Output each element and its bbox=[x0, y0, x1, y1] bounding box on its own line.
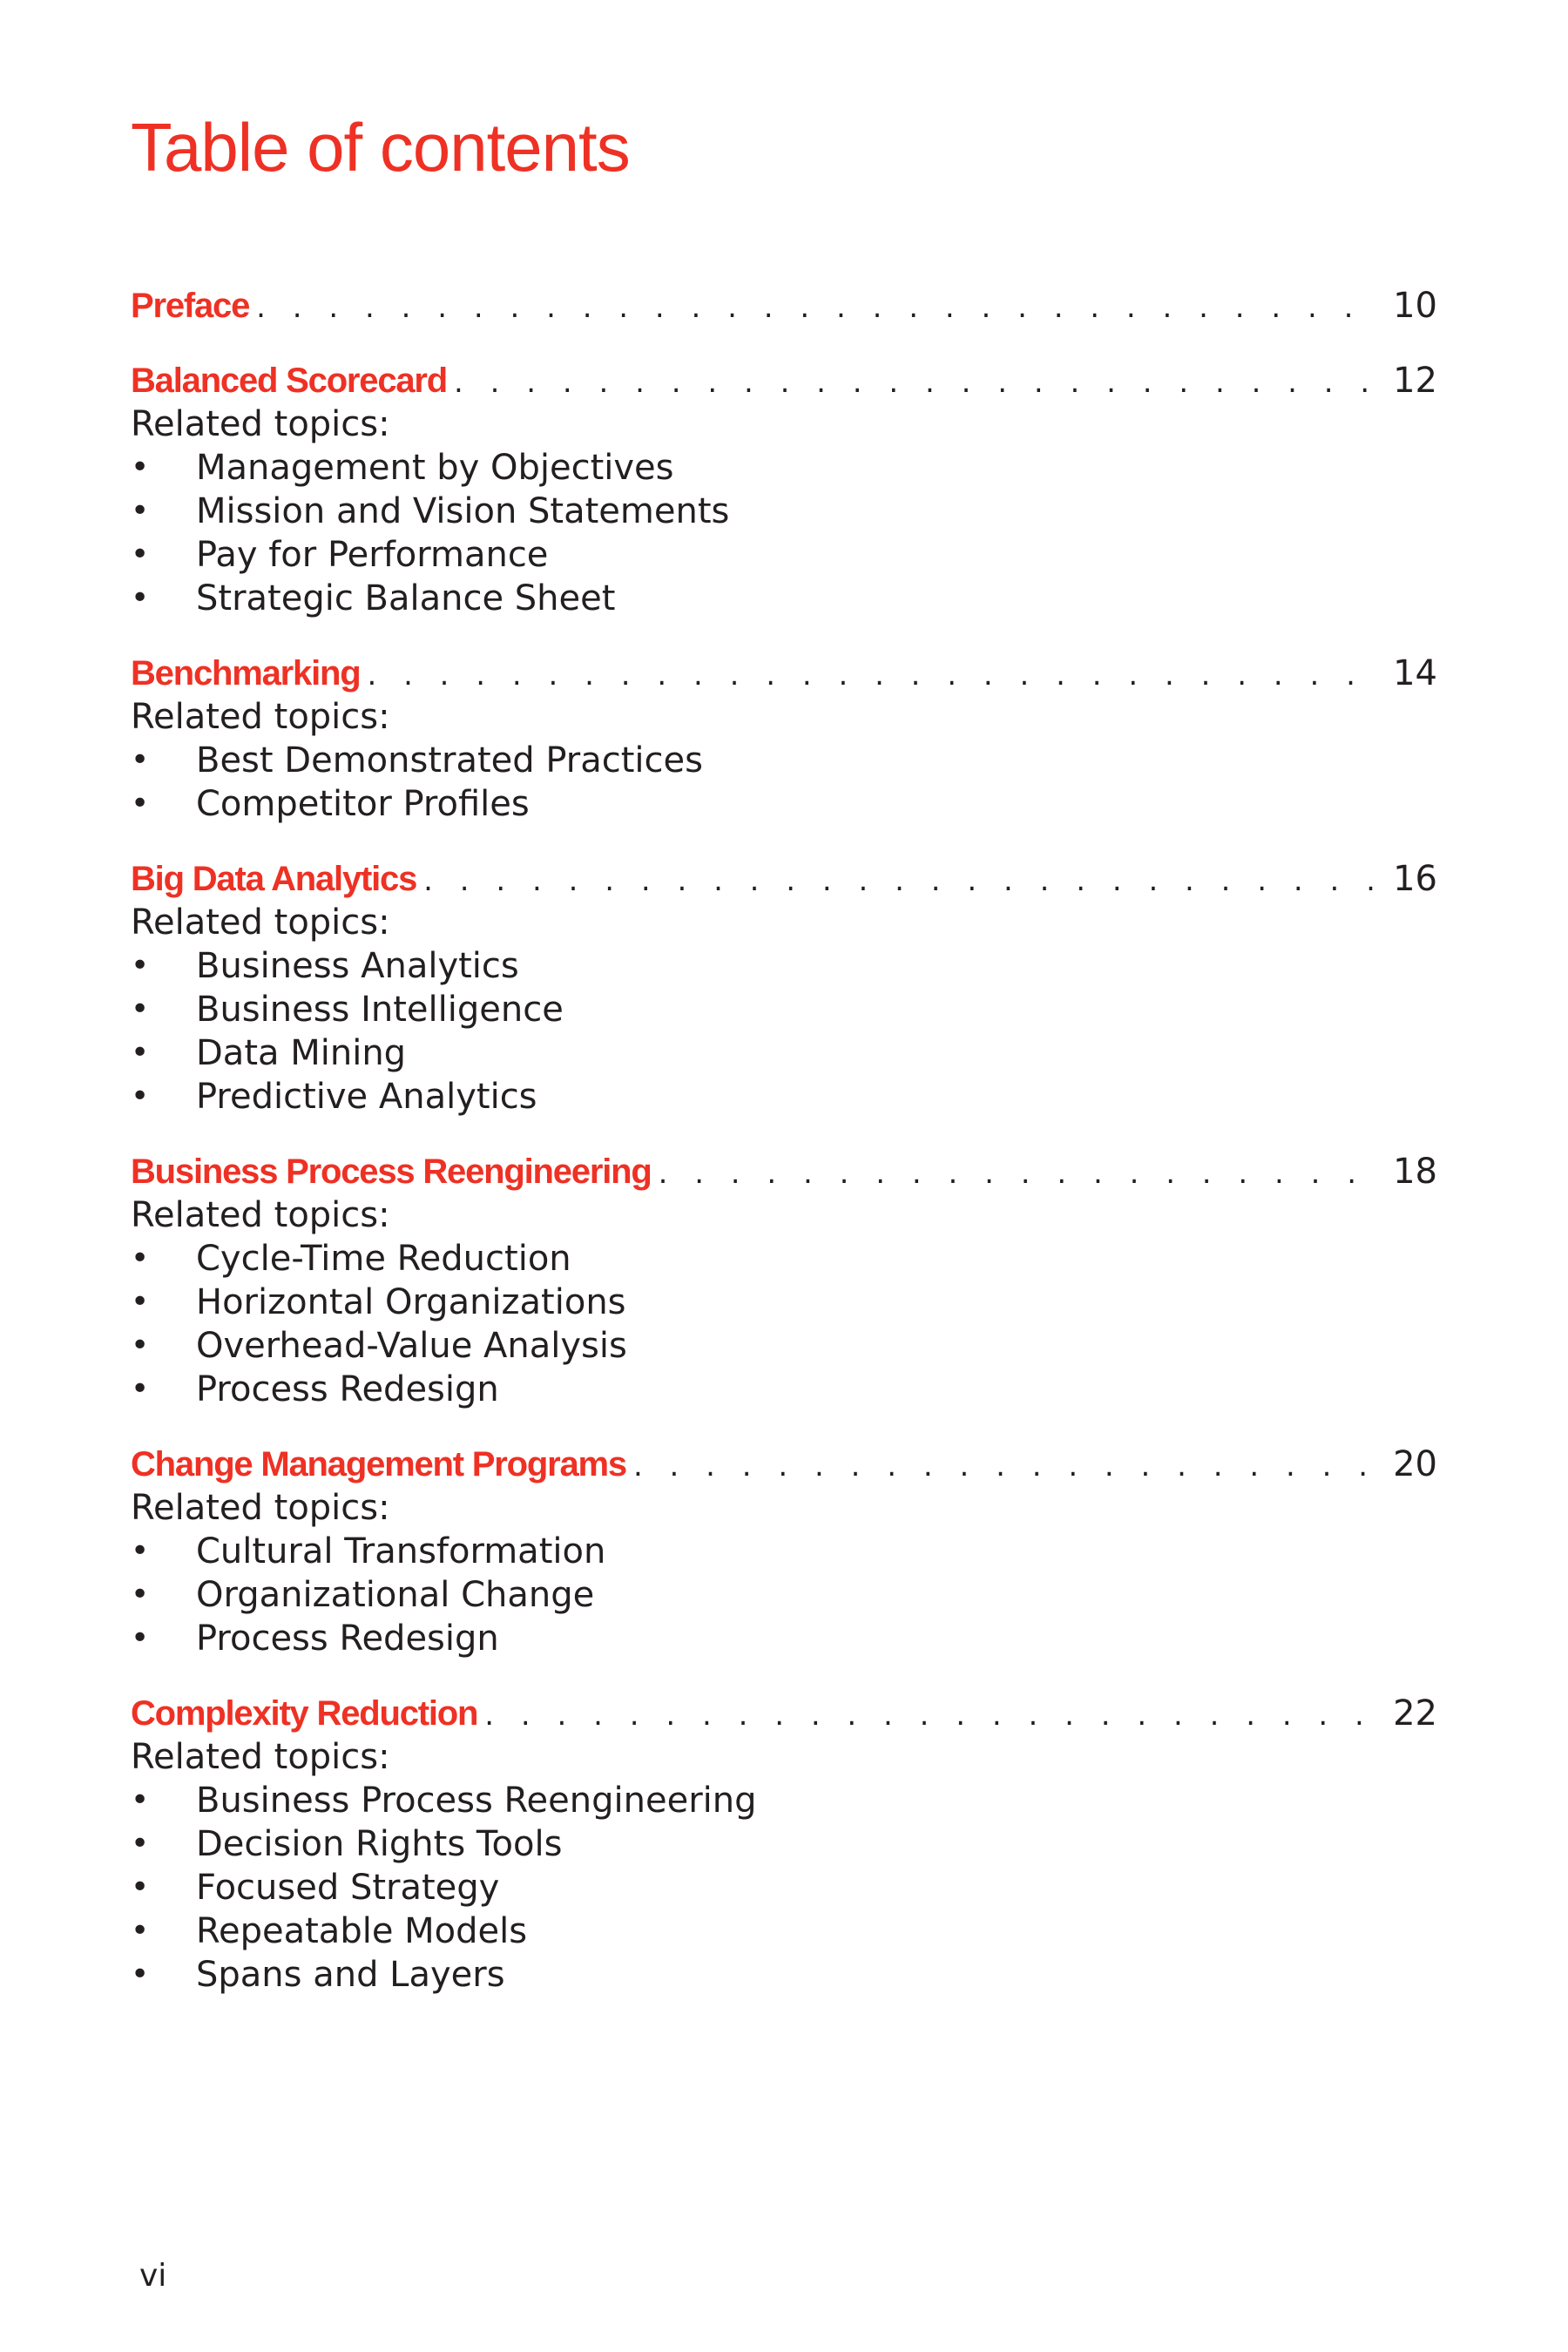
toc-entry-heading[interactable] bbox=[131, 284, 1437, 328]
bullet-icon: • bbox=[131, 1035, 150, 1071]
toc-entry-title[interactable]: Business Process Reengineering bbox=[131, 1152, 652, 1191]
toc-entry-heading[interactable] bbox=[131, 652, 1437, 695]
dot-leader bbox=[447, 361, 1378, 404]
bullet-icon: • bbox=[131, 449, 150, 485]
toc-entry-page-number: 22 bbox=[1393, 1693, 1437, 1734]
bullet-icon: • bbox=[131, 948, 150, 983]
related-topic-item bbox=[131, 1573, 1437, 1617]
toc-entry-page-number: 14 bbox=[1393, 653, 1437, 693]
related-topic-text: Best Demonstrated Practices bbox=[196, 740, 703, 781]
related-topic-text: Focused Strategy bbox=[196, 1868, 500, 1908]
toc-entry-title[interactable]: Big Data Analytics bbox=[131, 860, 417, 898]
related-topic-item bbox=[131, 490, 1437, 533]
related-topic-text: Decision Rights Tools bbox=[196, 1824, 563, 1864]
toc-entry-heading[interactable] bbox=[131, 1692, 1437, 1735]
related-topic-text: Mission and Vision Statements bbox=[196, 491, 730, 531]
related-topics-label: Related topics: bbox=[131, 697, 390, 737]
related-topic-text: Organizational Change bbox=[196, 1575, 595, 1615]
related-topic-item bbox=[131, 739, 1437, 782]
related-topic-text: Process Redesign bbox=[196, 1369, 499, 1409]
toc-entry-heading[interactable] bbox=[131, 1150, 1437, 1193]
related-topic-item bbox=[131, 1368, 1437, 1411]
toc-entry-page-number: 10 bbox=[1393, 286, 1437, 326]
dot-leader bbox=[477, 1693, 1378, 1737]
related-topic-item bbox=[131, 1031, 1437, 1075]
related-topic-text: Data Mining bbox=[196, 1033, 407, 1073]
related-topics-list bbox=[131, 1237, 1437, 1411]
table-of-contents bbox=[131, 284, 1437, 2028]
page-number: vi bbox=[139, 2258, 167, 2294]
bullet-icon: • bbox=[131, 1826, 150, 1862]
toc-entry-page-number: 16 bbox=[1393, 859, 1437, 899]
toc-entry-page-number: 20 bbox=[1393, 1444, 1437, 1484]
related-topic-text: Repeatable Models bbox=[196, 1911, 528, 1951]
dot-leader bbox=[626, 1444, 1378, 1488]
related-topic-item bbox=[131, 988, 1437, 1031]
related-topic-text: Competitor Profiles bbox=[196, 784, 530, 824]
related-topic-item bbox=[131, 782, 1437, 826]
related-topic-item bbox=[131, 1237, 1437, 1281]
dot-leader bbox=[652, 1152, 1378, 1195]
related-topic-item bbox=[131, 1281, 1437, 1324]
bullet-icon: • bbox=[131, 1869, 150, 1905]
related-topic-item bbox=[131, 1779, 1437, 1822]
bullet-icon: • bbox=[131, 1328, 150, 1363]
bullet-icon: • bbox=[131, 1240, 150, 1276]
related-topic-item bbox=[131, 1617, 1437, 1660]
bullet-icon: • bbox=[131, 1284, 150, 1320]
bullet-icon: • bbox=[131, 580, 150, 616]
related-topic-item bbox=[131, 446, 1437, 490]
related-topics-list bbox=[131, 1530, 1437, 1660]
related-topic-text: Predictive Analytics bbox=[196, 1077, 537, 1117]
page-title: Table of contents bbox=[131, 109, 630, 186]
bullet-icon: • bbox=[131, 1371, 150, 1407]
toc-entry-title[interactable]: Complexity Reduction bbox=[131, 1694, 478, 1733]
related-topic-text: Spans and Layers bbox=[196, 1955, 505, 1995]
related-topic-text: Business Analytics bbox=[196, 946, 519, 986]
bullet-icon: • bbox=[131, 1078, 150, 1114]
toc-entry-title[interactable]: Preface bbox=[131, 287, 250, 325]
related-topic-text: Management by Objectives bbox=[196, 448, 674, 488]
bullet-icon: • bbox=[131, 1620, 150, 1656]
toc-entry-title[interactable]: Benchmarking bbox=[131, 654, 361, 693]
related-topic-item bbox=[131, 1909, 1437, 1953]
related-topics-list bbox=[131, 1779, 1437, 1997]
related-topics-label: Related topics: bbox=[131, 1488, 390, 1528]
dot-leader bbox=[416, 859, 1378, 902]
related-topics-label: Related topics: bbox=[131, 902, 390, 943]
related-topic-text: Overhead-Value Analysis bbox=[196, 1326, 627, 1366]
toc-entry-page-number: 12 bbox=[1393, 361, 1437, 401]
related-topic-item bbox=[131, 1822, 1437, 1866]
related-topic-text: Horizontal Organizations bbox=[196, 1282, 626, 1322]
related-topic-text: Strategic Balance Sheet bbox=[196, 578, 616, 618]
toc-entry-title[interactable]: Balanced Scorecard bbox=[131, 362, 448, 400]
toc-entry bbox=[131, 652, 1437, 826]
related-topic-text: Pay for Performance bbox=[196, 535, 549, 575]
toc-entry bbox=[131, 1692, 1437, 1997]
bullet-icon: • bbox=[131, 991, 150, 1027]
bullet-icon: • bbox=[131, 493, 150, 529]
toc-entry-heading[interactable] bbox=[131, 1443, 1437, 1486]
related-topics-list bbox=[131, 944, 1437, 1119]
toc-entry bbox=[131, 1150, 1437, 1411]
toc-entry bbox=[131, 1443, 1437, 1660]
related-topic-item bbox=[131, 1324, 1437, 1368]
related-topic-item bbox=[131, 1866, 1437, 1909]
dot-leader bbox=[360, 653, 1378, 697]
related-topic-text: Process Redesign bbox=[196, 1619, 499, 1659]
toc-entry-page-number: 18 bbox=[1393, 1152, 1437, 1192]
related-topic-item bbox=[131, 533, 1437, 577]
bullet-icon: • bbox=[131, 742, 150, 778]
related-topic-text: Cultural Transformation bbox=[196, 1531, 606, 1571]
toc-entry bbox=[131, 284, 1437, 328]
bullet-icon: • bbox=[131, 1577, 150, 1612]
bullet-icon: • bbox=[131, 537, 150, 572]
related-topic-text: Business Process Reengineering bbox=[196, 1781, 757, 1821]
related-topic-item bbox=[131, 1075, 1437, 1119]
toc-entry-heading[interactable] bbox=[131, 359, 1437, 402]
related-topic-item bbox=[131, 577, 1437, 620]
bullet-icon: • bbox=[131, 1533, 150, 1569]
related-topics-list bbox=[131, 446, 1437, 620]
document-page bbox=[131, 0, 1437, 2352]
related-topics-label: Related topics: bbox=[131, 404, 390, 444]
related-topic-item bbox=[131, 944, 1437, 988]
related-topic-item bbox=[131, 1953, 1437, 1997]
related-topic-item bbox=[131, 1530, 1437, 1573]
related-topic-text: Business Intelligence bbox=[196, 990, 564, 1030]
related-topics-label: Related topics: bbox=[131, 1737, 390, 1777]
bullet-icon: • bbox=[131, 1782, 150, 1818]
toc-entry-heading[interactable] bbox=[131, 857, 1437, 901]
bullet-icon: • bbox=[131, 786, 150, 821]
bullet-icon: • bbox=[131, 1957, 150, 1992]
toc-entry-title[interactable]: Change Management Programs bbox=[131, 1445, 626, 1484]
dot-leader bbox=[249, 286, 1378, 329]
toc-entry bbox=[131, 857, 1437, 1119]
related-topics-label: Related topics: bbox=[131, 1195, 390, 1235]
related-topic-text: Cycle-Time Reduction bbox=[196, 1239, 571, 1279]
bullet-icon: • bbox=[131, 1913, 150, 1949]
toc-entry bbox=[131, 359, 1437, 620]
related-topics-list bbox=[131, 739, 1437, 826]
